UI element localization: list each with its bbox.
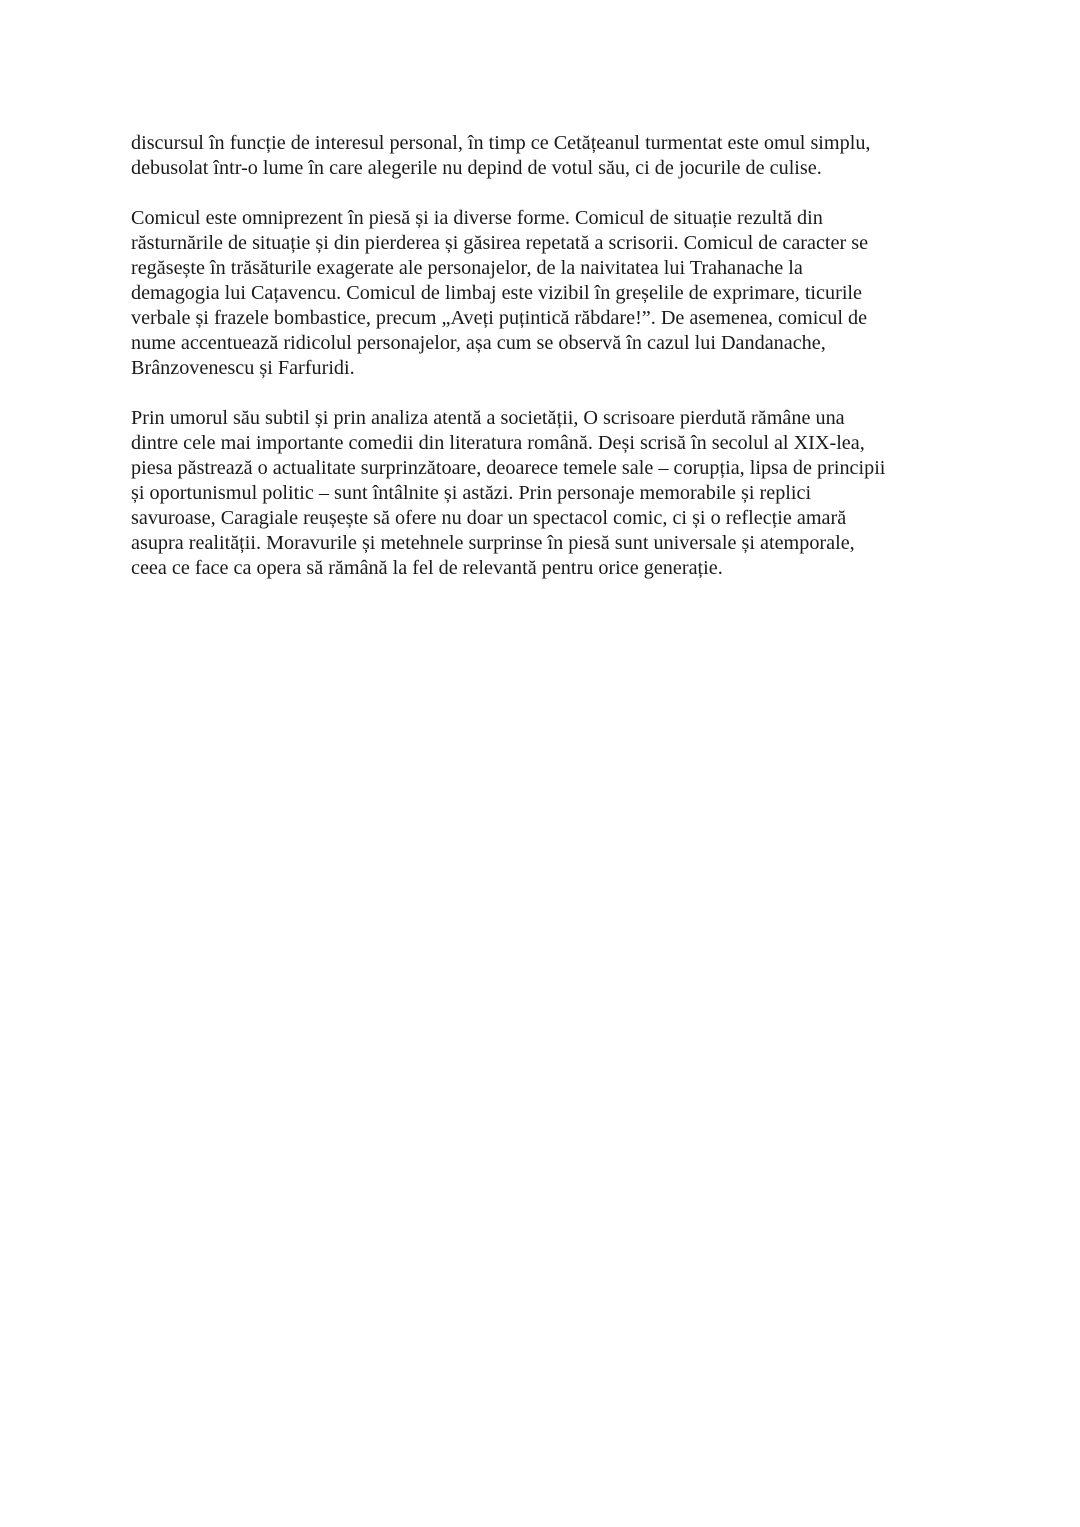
text-line: ceea ce face ca opera să rămână la fel de relevantă pentru orice generație. bbox=[131, 557, 723, 579]
text-line: Comicul este omniprezent în piesă și ia diverse forme. Comicul de situație rezultă din bbox=[131, 207, 823, 229]
paragraph-2 bbox=[131, 206, 961, 381]
text-line: nume accentuează ridicolul personajelor, așa cum se observă în cazul lui Dandanache, bbox=[131, 332, 826, 354]
text-line: debusolat într-o lume în care alegerile nu depind de votul său, ci de jocurile de culise. bbox=[131, 157, 822, 179]
text-line: piesa păstrează o actualitate surprinzătoare, deoarece temele sale – corupția, lipsa de principii bbox=[131, 457, 886, 479]
text-line: și oportunismul politic – sunt întâlnite și astăzi. Prin personaje memorabile și replici bbox=[131, 482, 812, 504]
text-line: regăsește în trăsăturile exagerate ale personajelor, de la naivitatea lui Trahanache la bbox=[131, 257, 803, 279]
paragraph-3 bbox=[131, 406, 961, 581]
text-line: demagogia lui Cațavencu. Comicul de limbaj este vizibil în greșelile de exprimare, ticurile bbox=[131, 282, 862, 304]
document-body bbox=[131, 131, 961, 606]
text-line: răsturnările de situație și din pierderea și găsirea repetată a scrisorii. Comicul de caracter se bbox=[131, 232, 869, 254]
text-line: asupra realității. Moravurile și metehnele surprinse în piesă sunt universale și atemporale, bbox=[131, 532, 855, 554]
text-line: Brânzovenescu și Farfuridi. bbox=[131, 357, 355, 379]
text-line: verbale și frazele bombastice, precum „Aveți puțintică răbdare!”. De asemenea, comicul de bbox=[131, 307, 868, 329]
paragraph-1 bbox=[131, 131, 961, 181]
text-line: Prin umorul său subtil și prin analiza atentă a societății, O scrisoare pierdută rămâne una bbox=[131, 407, 845, 429]
text-line: dintre cele mai importante comedii din literatura română. Deși scrisă în secolul al XIX-lea, bbox=[131, 432, 865, 454]
text-line: discursul în funcție de interesul personal, în timp ce Cetățeanul turmentat este omul simplu, bbox=[131, 132, 871, 154]
text-line: savuroase, Caragiale reușește să ofere nu doar un spectacol comic, ci și o reflecție amară bbox=[131, 507, 847, 529]
